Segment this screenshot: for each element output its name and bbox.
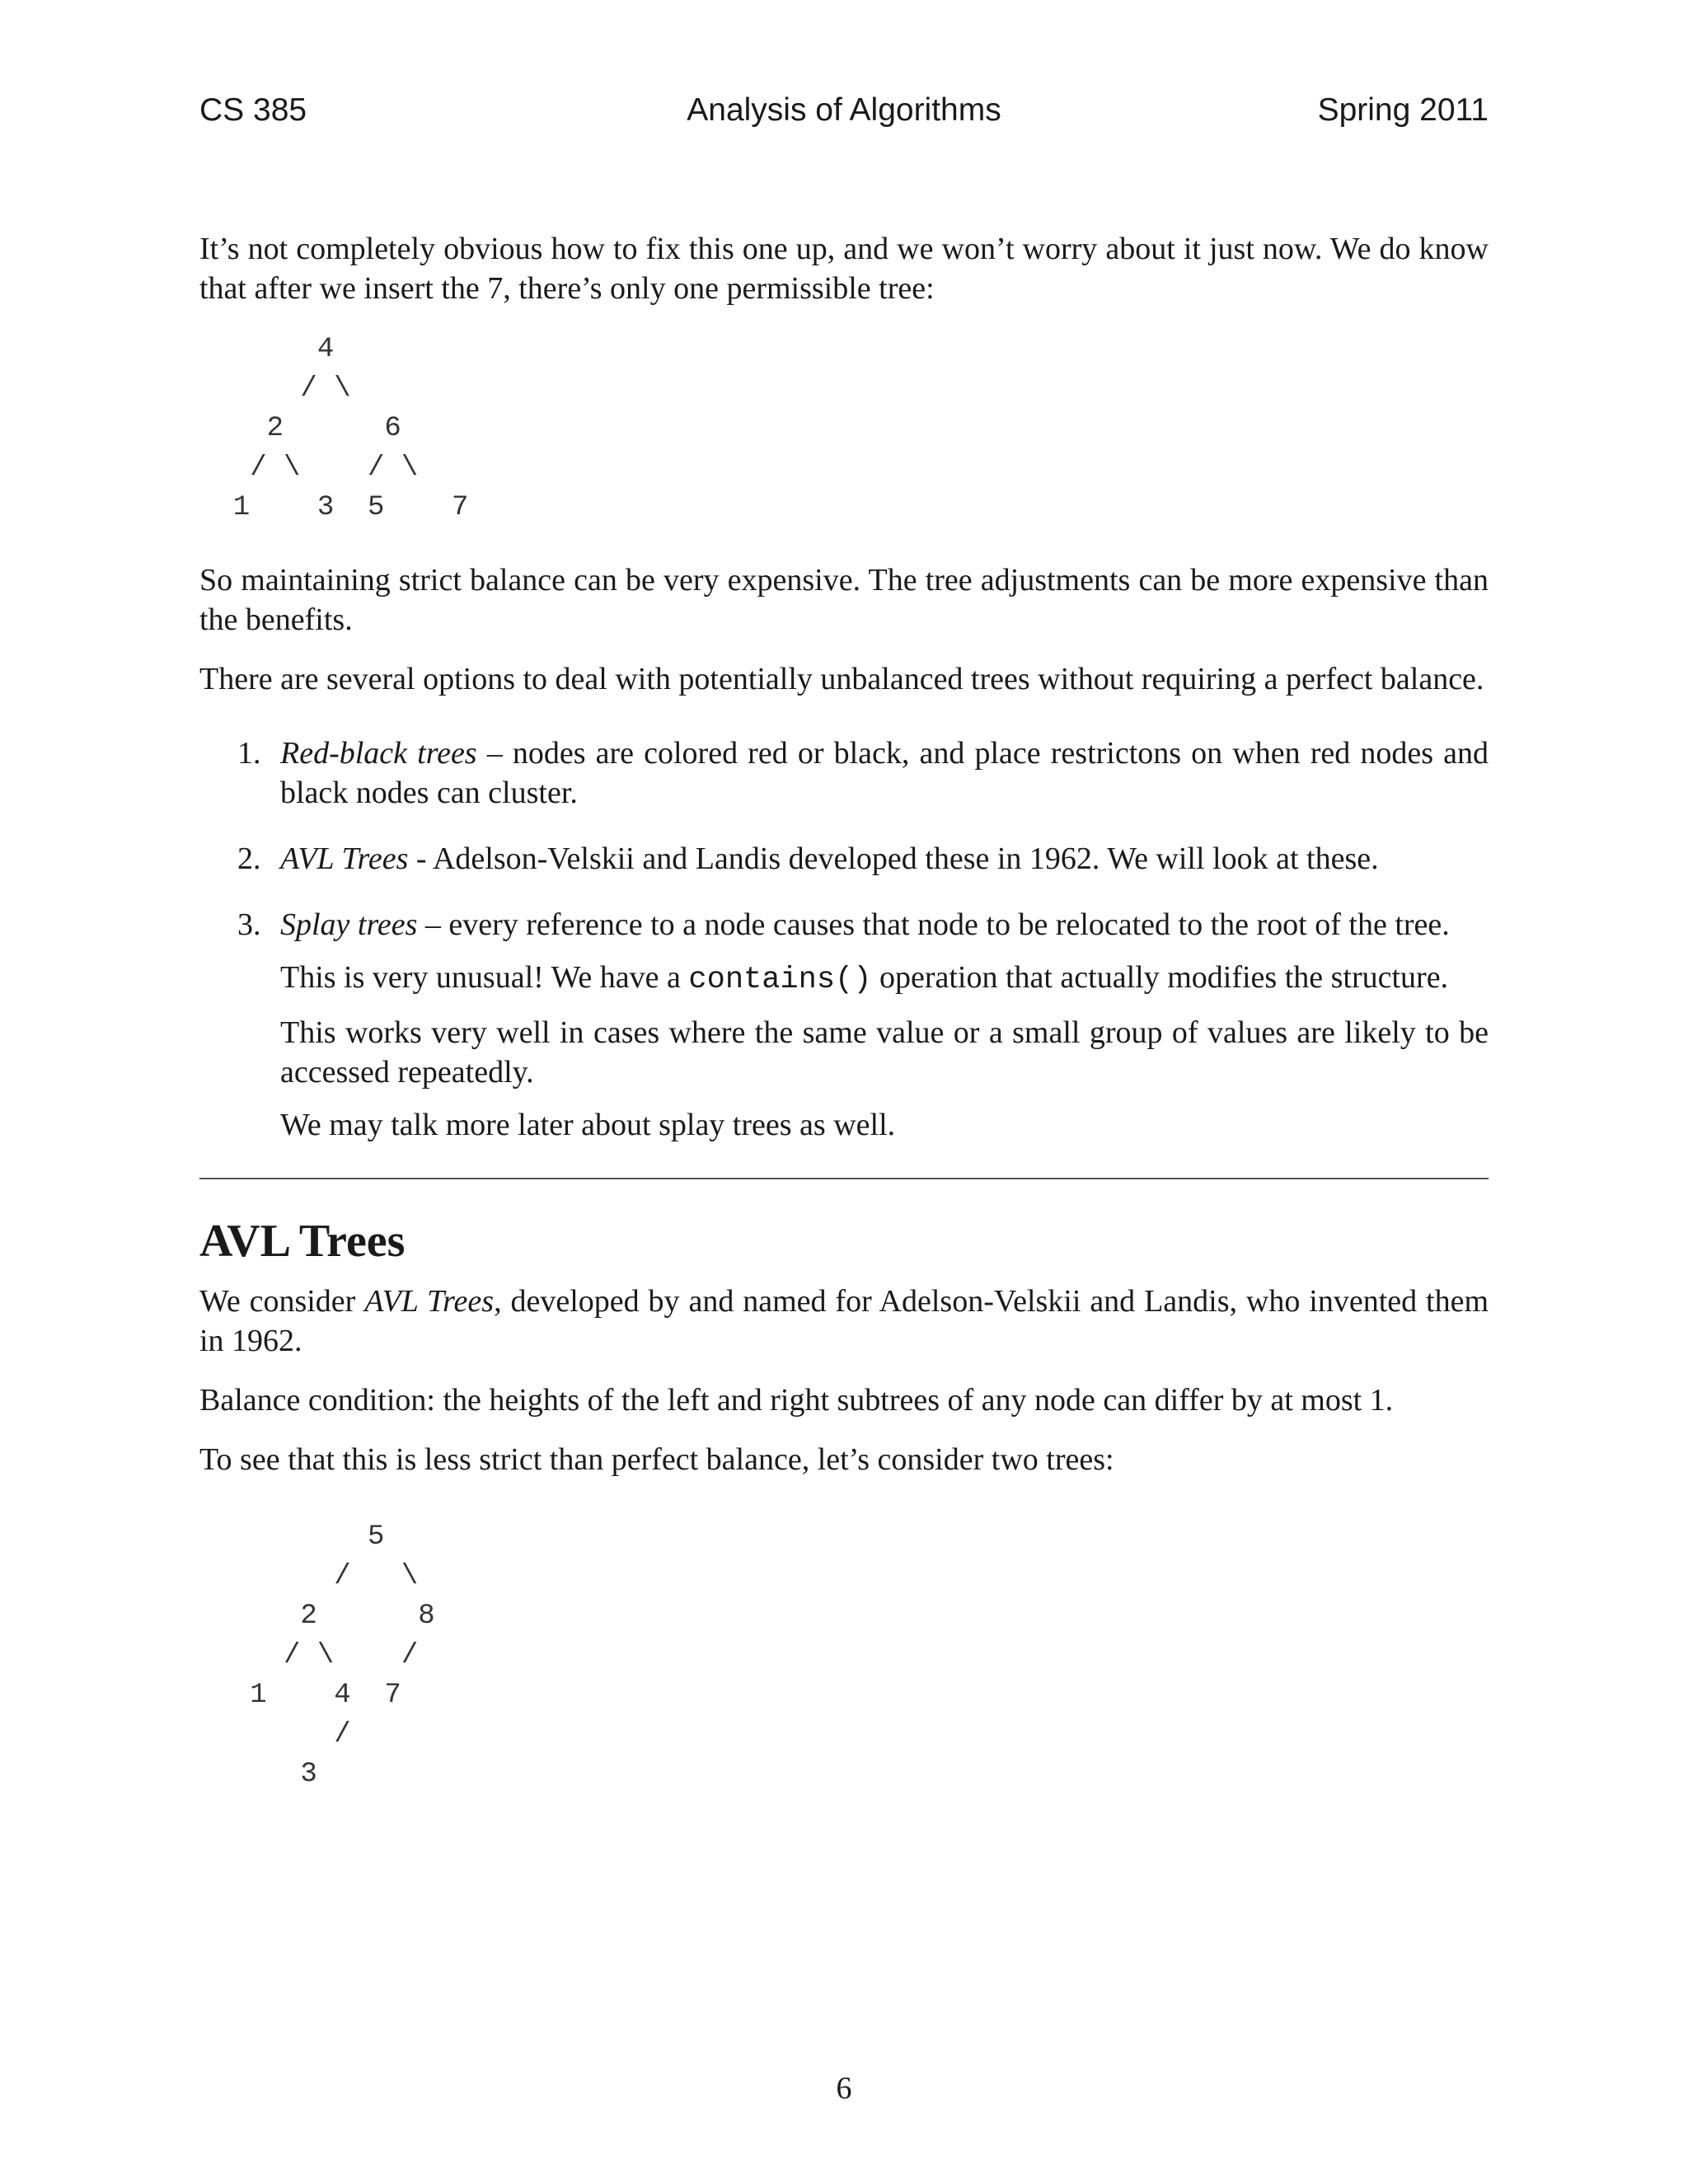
- splay-later-note: We may talk more later about splay trees as well.: [280, 1108, 896, 1142]
- section-divider: [199, 1178, 1489, 1179]
- option-term: AVL Trees: [280, 841, 409, 876]
- page-content: [199, 229, 1489, 1794]
- page-header: [199, 92, 1489, 142]
- balanced-tree-diagram: 4 / \ 2 6 / \ / \ 1 3 5 7: [232, 334, 469, 523]
- option-description: – every reference to a node causes that node to be relocated to the root of the tree.: [417, 907, 1450, 942]
- course-title: Analysis of Algorithms: [687, 92, 1001, 128]
- option-term: Red-black trees: [280, 736, 477, 771]
- avl-tree-diagram: 5 / \ 2 8 / \ / 1 4 7 / 3: [250, 1521, 435, 1790]
- option-description: - Adelson-Velskii and Landis developed these in 1962. We will look at these.: [408, 841, 1379, 876]
- avl-term: AVL Trees: [364, 1284, 495, 1319]
- section-heading: AVL Trees: [199, 1216, 406, 1267]
- option-description: – nodes are colored red or black, and place restrictons on when red nodes and black nodes can cluster.: [280, 736, 1489, 810]
- option-term: Splay trees: [280, 907, 418, 942]
- page-number: 6: [836, 2071, 852, 2106]
- intro-paragraph: It’s not completely obvious how to fix this one up, and we won’t worry about it just now. We do know that after we insert the 7, there’s only one permissible tree:: [199, 232, 1489, 306]
- list-item: [199, 733, 1489, 813]
- balance-condition-paragraph: Balance condition: the heights of the left and right subtrees of any node can differ by at most 1.: [199, 1383, 1394, 1418]
- list-number: 3.: [237, 907, 261, 942]
- avl-intro-paragraph: We consider AVL Trees, developed by and named for Adelson-Velskii and Landis, who invented them in 1962.: [199, 1284, 1489, 1358]
- term: Spring 2011: [1317, 92, 1489, 128]
- splay-note: This is very unusual! We have a contains() operation that actually modifies the structure.: [280, 960, 1449, 997]
- splay-usage-note: This works very well in cases where the same value or a small group of values are likely to be accessed repeatedly.: [280, 1015, 1489, 1090]
- options-intro-paragraph: There are several options to deal with potentially unbalanced trees without requiring a perfect balance.: [199, 662, 1484, 696]
- list-number: 1.: [237, 736, 261, 771]
- list-item: [199, 905, 1489, 1145]
- list-number: 2.: [237, 841, 261, 876]
- options-list: [199, 733, 1489, 1145]
- balance-cost-paragraph: So maintaining strict balance can be very expensive. The tree adjustments can be more expensive than the benefits.: [199, 563, 1489, 637]
- course-code: CS 385: [199, 92, 307, 128]
- list-item: [199, 839, 1489, 879]
- contains-code: contains(): [688, 963, 872, 997]
- two-trees-paragraph: To see that this is less strict than perfect balance, let’s consider two trees:: [199, 1442, 1114, 1477]
